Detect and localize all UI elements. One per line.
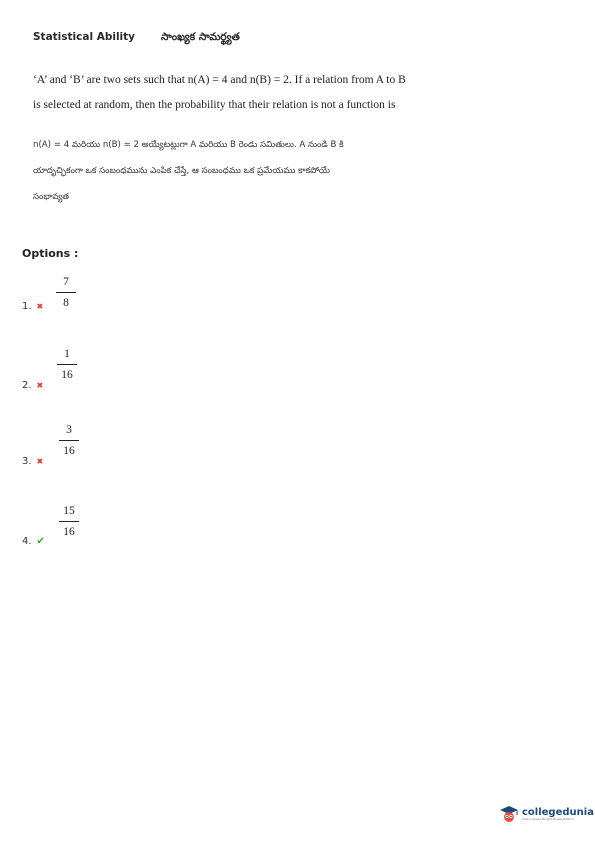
denominator: 16: [61, 369, 73, 381]
option-number: 1.: [22, 301, 32, 312]
fraction-bar: [56, 292, 76, 293]
subject-title-english: Statistical Ability: [33, 31, 136, 43]
cross-icon: ✖: [36, 381, 44, 390]
denominator: 16: [63, 526, 75, 538]
graduate-cap-icon: [499, 804, 519, 824]
fraction-bar: [57, 364, 77, 365]
collegedunia-logo: [499, 804, 594, 824]
option-number: 2.: [22, 380, 32, 391]
fraction-bar: [59, 521, 79, 522]
check-icon: ✔: [36, 536, 45, 547]
logo-tagline: India's Largest Student Review Platform: [522, 817, 574, 821]
question-english: [33, 68, 573, 118]
question-english-line: ‘A’ and ‘B’ are two sets such that n(A) = 4 and n(B) = 2. If a relation from A to B: [33, 74, 406, 86]
page-header: [33, 31, 240, 46]
options-label: Options :: [22, 247, 79, 260]
question-telugu: [33, 132, 573, 210]
question-english-line: is selected at random, then the probability that their relation is not a function is: [33, 99, 396, 111]
option-2-fraction: [57, 348, 77, 382]
question-telugu-line: యాదృచ్ఛికంగా ఒక సంబంధమును ఎంపిక చేస్తే, ఆ సంబంధము ఒక ప్రమేయము కాకపోయే: [33, 166, 330, 176]
option-3-number: [22, 456, 43, 467]
fraction-bar: [59, 440, 79, 441]
option-4-number: [22, 536, 45, 547]
cross-icon: ✖: [36, 302, 44, 311]
subject-title-telugu: సాంఖ్యక సామర్థ్యత: [161, 31, 240, 43]
option-number: 4.: [22, 536, 32, 547]
option-number: 3.: [22, 456, 32, 467]
option-4-fraction: [59, 505, 79, 539]
numerator: 1: [64, 348, 70, 360]
denominator: 8: [63, 297, 69, 309]
option-1-number: [22, 301, 43, 312]
denominator: 16: [63, 445, 75, 457]
logo-name: collegedunia: [522, 806, 594, 818]
question-telugu-line: n(A) = 4 మరియు n(B) = 2 అయ్యేటట్లుగా A మరియు B రెండు సమితులు. A నుండి B కి: [33, 140, 344, 150]
cross-icon: ✖: [36, 457, 44, 466]
numerator: 15: [63, 505, 75, 517]
numerator: 3: [66, 424, 72, 436]
option-1-fraction: [56, 276, 76, 310]
option-2-number: [22, 380, 43, 391]
question-telugu-line: సంభావ్యత: [33, 192, 69, 202]
numerator: 7: [63, 276, 69, 288]
option-3-fraction: [59, 424, 79, 458]
